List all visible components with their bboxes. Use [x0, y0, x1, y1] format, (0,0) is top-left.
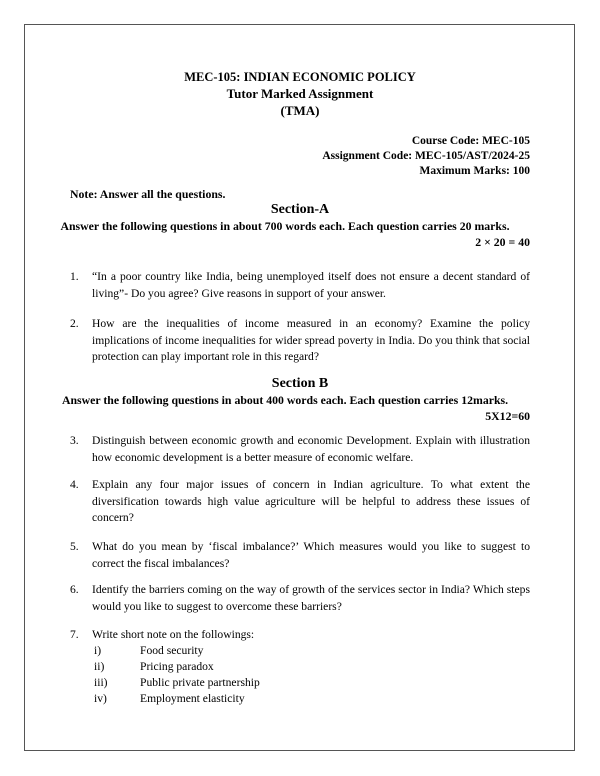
question-number: 3. [70, 434, 79, 447]
question-text: What do you mean by ‘fiscal imbalance?’ Which measures would you like to suggest to correct the fiscal imbalances? [92, 540, 530, 570]
question-4 [70, 477, 530, 527]
question-5 [70, 539, 530, 572]
subitem-roman: iii) [94, 676, 108, 689]
subitem-text: Public private partnership [140, 676, 260, 689]
question-text: Identify the barriers coming on the way of growth of the services sector in India? Which steps would you like to suggest to overcome these barriers? [92, 583, 530, 613]
question-text: Distinguish between economic growth and economic Development. Explain with illustration how economic development is a better measure of economic welfare. [92, 434, 530, 464]
question-3 [70, 433, 530, 466]
question-number: 7. [70, 628, 79, 641]
assignment-title: Tutor Marked Assignment [226, 86, 374, 101]
subitem-roman: iv) [94, 692, 107, 705]
section-a-instruction: Answer the following questions in about 700 words each. Each question carries 20 marks. [60, 219, 510, 233]
question-text: “In a poor country like India, being unemployed itself does not ensure a decent standard of living”- Do you agree? Give reasons in support of your answer. [92, 270, 530, 300]
subitem-text: Pricing paradox [140, 660, 214, 673]
course-title: MEC-105: INDIAN ECONOMIC POLICY [184, 70, 416, 84]
max-marks: Maximum Marks: 100 [419, 165, 530, 177]
subitem-roman: ii) [94, 660, 105, 673]
question-text: Explain any four major issues of concern in Indian agriculture. To what extent the diversification towards high value agriculture will be helpful to address these issues of concern? [92, 478, 530, 525]
question-number: 4. [70, 478, 79, 491]
section-a-marks: 2 × 20 = 40 [475, 235, 530, 249]
subitem-text: Employment elasticity [140, 692, 245, 705]
subitem-roman: i) [94, 644, 102, 657]
question-7 [70, 627, 530, 644]
section-b-instruction: Answer the following questions in about 400 words each. Each question carries 12marks. [61, 393, 509, 407]
subitem-text: Food security [140, 644, 204, 657]
section-b-marks: 5X12=60 [485, 409, 530, 423]
question-text: Write short note on the followings: [92, 628, 255, 641]
section-a-title: Section-A [270, 202, 330, 217]
question-number: 1. [70, 270, 79, 283]
question-number: 2. [70, 317, 79, 330]
course-code: Course Code: MEC-105 [411, 135, 530, 147]
question-1 [70, 269, 530, 302]
note: Note: Answer all the questions. [70, 187, 226, 201]
section-b-title: Section B [271, 376, 329, 391]
assignment-code: Assignment Code: MEC-105/AST/2024-25 [322, 150, 530, 162]
question-6 [70, 582, 530, 615]
assignment-abbr: (TMA) [280, 103, 320, 118]
question-text: How are the inequalities of income measured in an economy? Examine the policy implications of income inequalities for wider spread poverty in India. Do you think that social protection can play important role in this regard? [92, 317, 530, 364]
question-2 [70, 316, 530, 366]
question-number: 5. [70, 540, 79, 553]
question-number: 6. [70, 583, 79, 596]
